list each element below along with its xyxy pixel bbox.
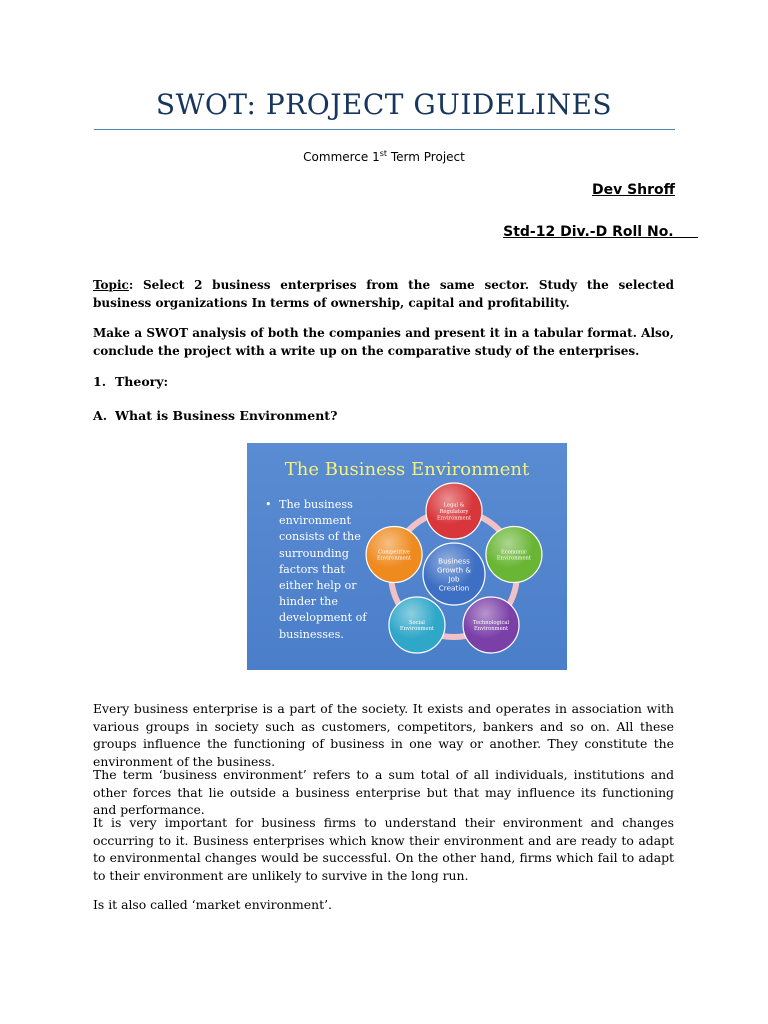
question-letter: A. bbox=[93, 408, 108, 423]
body-paragraph-3: It is very important for business firms to understand their environment and changes occurring to it. Business enterprises which know their environment and are ready to adapt to environmental changes would be successful. On the other hand, firms which fail to adapt to their environment are unlikely to survive in the long run. bbox=[93, 815, 674, 883]
node-label: Regulatory bbox=[439, 509, 469, 515]
theory-label: Theory: bbox=[115, 374, 169, 389]
business-environment-figure bbox=[247, 443, 567, 670]
subtitle-pre: Commerce 1 bbox=[303, 150, 380, 164]
environment-cycle-diagram bbox=[247, 443, 567, 670]
body-paragraph-2: The term ‘business environment’ refers to a sum total of all individuals, institutions and other forces that lie outside a business enterprise but that may influence its functioning and performance. bbox=[93, 767, 674, 817]
node-label: Environment bbox=[496, 555, 531, 562]
node-label: Environment bbox=[399, 626, 435, 633]
section-heading-question bbox=[93, 408, 337, 423]
figure-title: The Business Environment bbox=[284, 459, 530, 480]
node-label: Economic bbox=[501, 549, 527, 556]
page-title: SWOT: PROJECT GUIDELINES bbox=[155, 88, 613, 121]
subtitle bbox=[0, 149, 768, 164]
topic-label: Topic bbox=[93, 278, 129, 292]
body-paragraph-4: Is it also called ‘market environment’. bbox=[93, 897, 332, 912]
figure-description-text: The business environment consists of the surrounding factors that either help or hinder the development of businesses. bbox=[279, 498, 367, 641]
subtitle-sup: st bbox=[379, 149, 388, 158]
author-name: Dev Shroff bbox=[591, 182, 675, 198]
node-label: Environment bbox=[377, 555, 412, 562]
subtitle-post: Term Project bbox=[387, 150, 465, 164]
center-label: Job bbox=[448, 574, 460, 584]
class-roll-line: Std-12 Div.-D Roll No. bbox=[503, 224, 698, 240]
bullet-icon: • bbox=[265, 498, 272, 511]
node-label: Environment bbox=[436, 515, 472, 522]
section-heading-theory bbox=[93, 374, 168, 389]
node-label: Environment bbox=[473, 626, 509, 633]
node-label: Technological bbox=[472, 619, 510, 626]
topic-text: : Select 2 business enterprises from the same sector. Study the selected business organizations In terms of ownership, capital and profitability. bbox=[93, 278, 674, 310]
theory-number: 1. bbox=[93, 374, 107, 389]
body-paragraph-1: Every business enterprise is a part of the society. It exists and operates in association with various groups in society such as customers, competitors, bankers and so on. All these groups influence the functioning of business in one way or another. They constitute the environment of the business. bbox=[93, 701, 674, 769]
center-label: Business bbox=[438, 556, 470, 566]
node-label: Social bbox=[408, 619, 425, 626]
swot-instruction: Make a SWOT analysis of both the companies and present it in a tabular format. Also, conclude the project with a write up on the comparative study of the enterprises. bbox=[93, 326, 674, 358]
question-label: What is Business Environment? bbox=[115, 408, 338, 423]
node-label: Competitive bbox=[378, 549, 411, 556]
topic-paragraph bbox=[93, 277, 674, 312]
title-divider bbox=[94, 129, 675, 130]
center-label: Growth & bbox=[437, 565, 471, 575]
node-label: Legal & bbox=[443, 502, 465, 509]
center-label: Creation bbox=[438, 583, 470, 593]
